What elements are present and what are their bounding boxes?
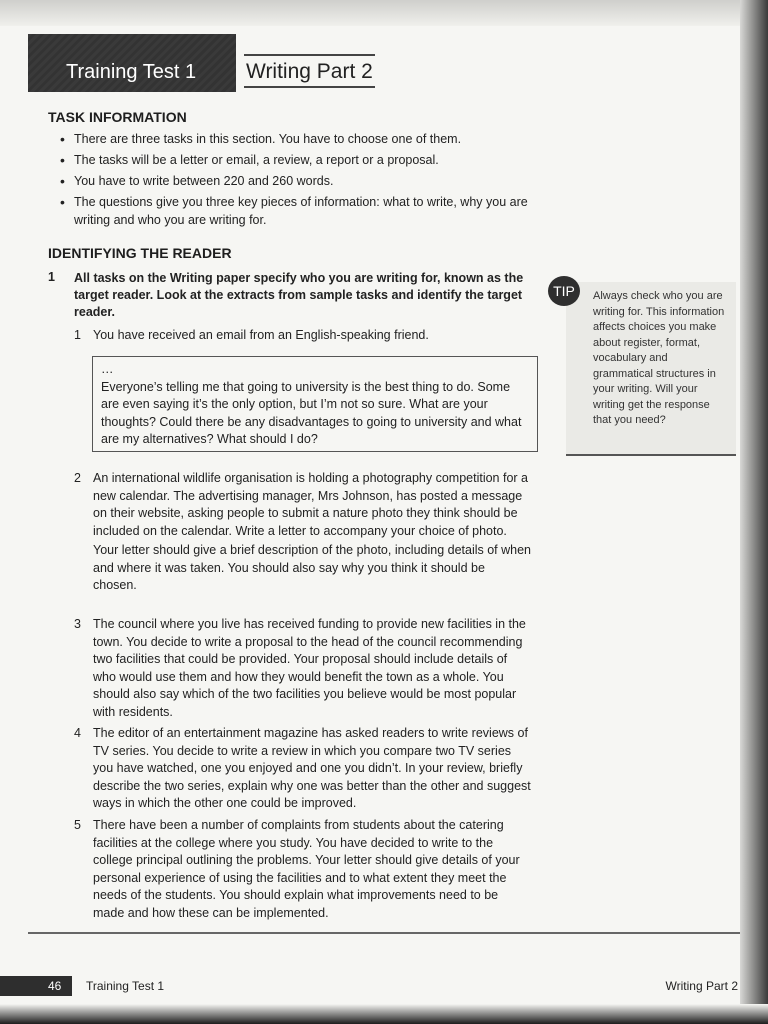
task-item-number: 2 bbox=[74, 471, 81, 485]
header-band bbox=[28, 34, 236, 92]
task-item-text: The council where you live has received funding to provide new facilities in the town. You decide to write a proposal to the head of the council recommending two facilities that could be provided. Your proposal should include details of who would use them and how they would benefit the town as a whole. You should also say which of the two facilities you believe would be most popular with residents. bbox=[93, 617, 526, 719]
task-item-text: There have been a number of complaints from students about the catering facilities at the college where you study. You have decided to write to the college principal outlining the problems. Your letter should give details of your personal experience of using the facilities and to what extent they meet the needs of the students. You should explain what improvements need to be made and how these can be implemented. bbox=[93, 818, 520, 920]
task-bullet: • You have to write between 220 and 260 words. bbox=[58, 172, 548, 190]
tip-badge: TIP bbox=[548, 276, 580, 306]
extract-text: Everyone’s telling me that going to university is the best thing to do. Some are even saying it’s the only option, but I’m not so sure. What are your thoughts? Could there be any disadvantages to going to university and what are my alternatives? What should I do? bbox=[101, 379, 522, 446]
task-information-heading: TASK INFORMATION bbox=[48, 109, 187, 125]
page-number: 46 bbox=[48, 979, 62, 993]
footer-test-label: Training Test 1 bbox=[86, 979, 165, 993]
task-bullet: • There are three tasks in this section. You have to choose one of them. bbox=[58, 130, 548, 148]
header-test-label: Training Test 1 bbox=[66, 61, 197, 83]
task-item-text: The editor of an entertainment magazine has asked readers to write reviews of TV series. You decide to write a review in which you compare two TV series you have watched, one you enjoyed and one you didn’t. In your review, briefly describe the two series, explain why one was better than the other and suggest ways in which the other one could be improved. bbox=[93, 726, 531, 810]
identifying-reader-heading: IDENTIFYING THE READER bbox=[48, 245, 232, 261]
email-extract-box bbox=[92, 356, 538, 452]
book-spine bbox=[740, 0, 768, 1024]
header-part-label: Writing Part 2 bbox=[244, 54, 375, 88]
task-item-1 bbox=[74, 327, 532, 345]
task-item-4 bbox=[74, 725, 532, 813]
task-item-text: You have received an email from an English-speaking friend. bbox=[93, 328, 429, 342]
task-item-number: 5 bbox=[74, 818, 81, 832]
task-item-number: 1 bbox=[74, 328, 81, 342]
task-item-text: An international wildlife organisation is holding a photography competition for a new calendar. The advertising manager, Mrs Johnson, has posted a message on their website, asking people to submit a nature photo they think should be included on the calendar. Write a letter to accompany your choice of photo. bbox=[93, 471, 528, 538]
tip-text: Always check who you are writing for. This information affects choices you make about register, format, vocabulary and grammatical structures in your writing. Will your writing get the response that you need? bbox=[593, 290, 725, 426]
task-bullet: • The questions give you three key pieces of information: what to write, why you are writing and who you are writing for. bbox=[58, 193, 548, 229]
question-instruction: All tasks on the Writing paper specify who you are writing for, known as the target reader. Look at the extracts from sample tasks and identify the target reader. bbox=[74, 271, 524, 319]
task-item-number: 4 bbox=[74, 726, 81, 740]
task-bullet: • The tasks will be a letter or email, a review, a report or a proposal. bbox=[58, 151, 548, 169]
question-number: 1 bbox=[48, 270, 55, 284]
task-item-3 bbox=[74, 616, 532, 721]
scan-shadow-top bbox=[0, 0, 768, 26]
task-item-text: Your letter should give a brief description of the photo, including details of when and where it was taken. You should also say why you think it should be chosen. bbox=[93, 543, 532, 592]
footer-part-label: Writing Part 2 bbox=[665, 979, 738, 993]
extract-ellipsis: … bbox=[101, 362, 114, 376]
task-information-list bbox=[58, 130, 548, 232]
task-item-number: 3 bbox=[74, 617, 81, 631]
task-item-5 bbox=[74, 817, 532, 922]
task-item-2 bbox=[74, 470, 532, 595]
bottom-divider bbox=[28, 932, 740, 934]
scan-shadow-bottom bbox=[0, 1004, 768, 1024]
